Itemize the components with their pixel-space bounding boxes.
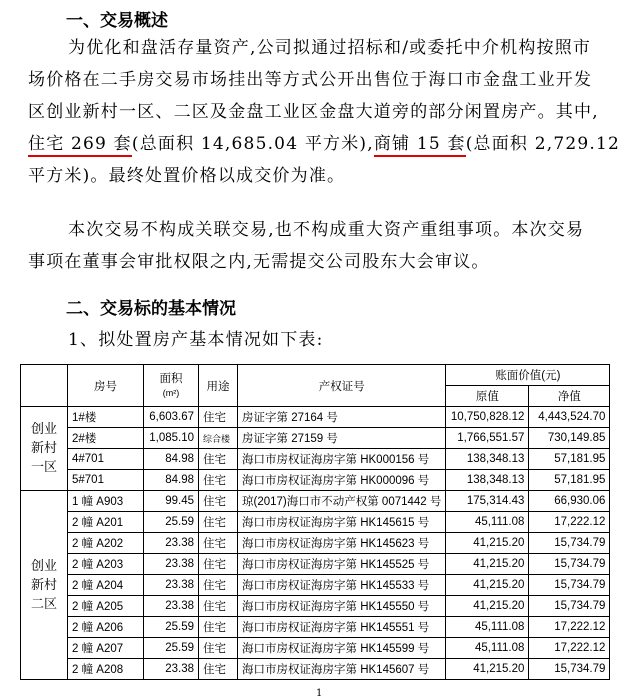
cell-area: 23.38	[144, 575, 199, 596]
para2-line1: 本次交易不构成关联交易,也不构成重大资产重组事项。本次交易	[68, 220, 585, 240]
cell-net: 66,930.06	[529, 491, 610, 512]
section2-title: 二、交易标的基本情况	[66, 299, 236, 319]
para1-line3: 区创业新村一区、二区及金盘工业区金盘大道旁的部分闲置房产。其中,	[28, 102, 599, 122]
cell-area: 99.45	[144, 491, 199, 512]
table-row	[21, 617, 610, 638]
shop-highlight: 商铺 15 套	[374, 134, 466, 157]
table-header-row	[21, 365, 610, 386]
cell-room: 5#701	[68, 470, 144, 491]
cell-room: 2#楼	[68, 428, 144, 449]
cell-use: 综合楼	[199, 428, 238, 449]
cell-area: 23.38	[144, 596, 199, 617]
para2-line2: 事项在董事会审批权限之内,无需提交公司股东大会审议。	[28, 252, 490, 272]
header-cert: 产权证号	[238, 365, 446, 407]
cell-orig: 41,215.20	[446, 533, 529, 554]
table-row	[21, 659, 610, 680]
cell-cert: 海口市房权证海房字第 HK145607 号	[238, 659, 446, 680]
residential-highlight: 住宅 269 套	[28, 134, 132, 157]
cell-use: 住宅	[199, 533, 238, 554]
cell-area: 1,085.10	[144, 428, 199, 449]
cell-room: 1#楼	[68, 407, 144, 428]
table-row	[21, 533, 610, 554]
cell-cert: 琼(2017)海口市不动产权第 0071442 号	[238, 491, 446, 512]
header-room: 房号	[68, 365, 144, 407]
cell-use: 住宅	[199, 575, 238, 596]
cell-area: 25.59	[144, 512, 199, 533]
section1-paragraph2	[28, 214, 618, 278]
header-orig: 原值	[446, 386, 529, 407]
cell-use: 住宅	[199, 638, 238, 659]
cell-room: 2 幢 A204	[68, 575, 144, 596]
cell-orig: 175,314.43	[446, 491, 529, 512]
cell-area: 25.59	[144, 617, 199, 638]
cell-orig: 45,111.08	[446, 617, 529, 638]
cell-cert: 海口市房权证海房字第 HK000096 号	[238, 470, 446, 491]
cell-room: 2 幢 A208	[68, 659, 144, 680]
cell-use: 住宅	[199, 407, 238, 428]
cell-cert: 海口市房权证海房字第 HK145550 号	[238, 596, 446, 617]
shop-area-text: (总面积 2,729.12	[465, 134, 621, 154]
cell-area: 84.98	[144, 470, 199, 491]
cell-cert: 海口市房权证海房字第 HK145551 号	[238, 617, 446, 638]
cell-use: 住宅	[199, 449, 238, 470]
cell-use: 住宅	[199, 659, 238, 680]
header-net: 净值	[529, 386, 610, 407]
cell-net: 15,734.79	[529, 554, 610, 575]
para1-line2: 场价格在二手房交易市场挂出等方式公开出售位于海口市金盘工业开发	[28, 70, 593, 90]
cell-use: 住宅	[199, 512, 238, 533]
cell-net: 57,181.95	[529, 449, 610, 470]
table-row	[21, 575, 610, 596]
cell-orig: 41,215.20	[446, 596, 529, 617]
cell-cert: 房证字第 27164 号	[238, 407, 446, 428]
header-blank	[21, 365, 68, 407]
cell-cert: 海口市房权证海房字第 HK000156 号	[238, 449, 446, 470]
cell-orig: 45,111.08	[446, 638, 529, 659]
table-row	[21, 554, 610, 575]
cell-room: 2 幢 A206	[68, 617, 144, 638]
residential-area-text: (总面积 14,685.04 平方米),	[131, 134, 374, 154]
cell-orig: 10,750,828.12	[446, 407, 529, 428]
cell-use: 住宅	[199, 596, 238, 617]
cell-cert: 海口市房权证海房字第 HK145525 号	[238, 554, 446, 575]
cell-area: 23.38	[144, 554, 199, 575]
table-row	[21, 638, 610, 659]
cell-room: 2 幢 A203	[68, 554, 144, 575]
cell-net: 57,181.95	[529, 470, 610, 491]
cell-orig: 45,111.08	[446, 512, 529, 533]
cell-room: 1 幢 A903	[68, 491, 144, 512]
table-row	[21, 449, 610, 470]
section2-subtitle: 1、拟处置房产基本情况如下表:	[68, 330, 324, 350]
cell-cert: 海口市房权证海房字第 HK145615 号	[238, 512, 446, 533]
cell-net: 15,734.79	[529, 533, 610, 554]
cell-net: 15,734.79	[529, 659, 610, 680]
cell-area: 84.98	[144, 449, 199, 470]
section1-paragraph	[28, 32, 621, 192]
cell-room: 2 幢 A202	[68, 533, 144, 554]
cell-cert: 海口市房权证海房字第 HK145599 号	[238, 638, 446, 659]
cell-area: 23.38	[144, 533, 199, 554]
cell-area: 23.38	[144, 659, 199, 680]
cell-area: 25.59	[144, 638, 199, 659]
group-label: 创业新村一区	[21, 407, 68, 491]
cell-net: 17,222.12	[529, 638, 610, 659]
cell-orig: 41,215.20	[446, 554, 529, 575]
table-row	[21, 596, 610, 617]
cell-orig: 41,215.20	[446, 575, 529, 596]
cell-use: 住宅	[199, 470, 238, 491]
table-row	[21, 470, 610, 491]
table-body	[21, 407, 610, 680]
cell-cert: 海口市房权证海房字第 HK145623 号	[238, 533, 446, 554]
cell-room: 2 幢 A207	[68, 638, 144, 659]
table-row	[21, 407, 610, 428]
cell-net: 730,149.85	[529, 428, 610, 449]
cell-use: 住宅	[199, 617, 238, 638]
table-row	[21, 428, 610, 449]
table-row	[21, 512, 610, 533]
cell-net: 15,734.79	[529, 575, 610, 596]
table-row	[21, 491, 610, 512]
para1-line1: 为优化和盘活存量资产,公司拟通过招标和/或委托中介机构按照市	[68, 38, 592, 58]
cell-area: 6,603.67	[144, 407, 199, 428]
cell-use: 住宅	[199, 554, 238, 575]
cell-cert: 房证字第 27159 号	[238, 428, 446, 449]
cell-orig: 138,348.13	[446, 449, 529, 470]
cell-room: 2 幢 A201	[68, 512, 144, 533]
cell-use: 住宅	[199, 491, 238, 512]
cell-orig: 1,766,551.57	[446, 428, 529, 449]
header-area: 面积 (m²)	[144, 365, 199, 407]
cell-cert: 海口市房权证海房字第 HK145533 号	[238, 575, 446, 596]
header-use: 用途	[199, 365, 238, 407]
cell-net: 17,222.12	[529, 617, 610, 638]
cell-room: 2 幢 A205	[68, 596, 144, 617]
para1-line4	[28, 128, 621, 160]
cell-orig: 41,215.20	[446, 659, 529, 680]
cell-room: 4#701	[68, 449, 144, 470]
cell-net: 15,734.79	[529, 596, 610, 617]
group-label: 创业新村二区	[21, 491, 68, 680]
section1-title: 一、交易概述	[66, 11, 168, 31]
para1-line5: 平方米)。最终处置价格以成交价为准。	[28, 166, 346, 186]
header-book-value: 账面价值(元)	[446, 365, 610, 386]
property-table	[20, 364, 610, 680]
cell-net: 17,222.12	[529, 512, 610, 533]
cell-net: 4,443,524.70	[529, 407, 610, 428]
page-number: 1	[316, 688, 323, 699]
cell-orig: 138,348.13	[446, 470, 529, 491]
